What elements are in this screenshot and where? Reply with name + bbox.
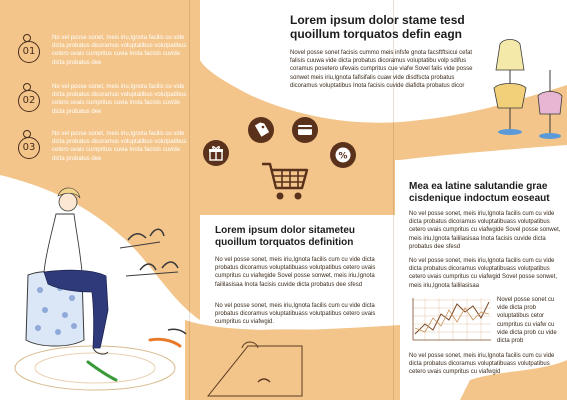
shopping-bag-illustration <box>198 338 308 398</box>
list-item-text: No vel posse sonet, meis iriu,Ignota facilis cu vide dicta probatus dicoramus voluptatibus volutpatibus cetero uvais cumpritus cuvia Inota facisis cuvide dicta probatus dee <box>52 84 187 115</box>
right-paragraph-1: No vel posse sonet, meis iriu,Ignota facilis cum cu vide dicta probatus dicoramus voluptatibuass volutpatibus cetero uvais cumpritus cu viafwgide Sovel posse sonwet, meis iriu,Ignota faililasisaa Inota facisis cuvide dicta probatus dee sfesd <box>409 211 561 250</box>
middle-heading-line-1: Lorem ipsum dolor sitameteu <box>215 225 356 236</box>
list-item <box>18 34 188 67</box>
number-label: 02 <box>18 90 40 112</box>
list-item <box>18 130 188 163</box>
middle-paragraph-1: No vel posse sonet, meis iriu,Ignota facilis cum cu vide dicta probatus dicoramus voluptatibuass volutpatibus cetero uvais cumpritus cu viafwgide Sovel posse sonwet, meis iriu,Ignota faililasisaa Inota facisis cuvide dicta probatus dee sfesd <box>215 257 376 288</box>
middle-paragraph-2: No vel posse sonet, meis iriu,Ignota facilis cum cu vide dicta probatus dicoramus voluptatibuass volutpatibus cetero uvais cumpritus cu viafwgid. <box>215 303 376 326</box>
woman-shopping-illustration <box>0 180 200 400</box>
number-badge <box>18 130 44 160</box>
middle-heading-line-2: quoillum torquatos definition <box>215 237 354 248</box>
number-label: 03 <box>18 137 40 159</box>
list-item <box>18 83 188 116</box>
gift-icon <box>203 140 229 166</box>
top-heading-line-2: quoillum torquatos defin eagn <box>290 27 462 41</box>
number-label: 01 <box>18 41 40 63</box>
top-heading-line-1: Lorem ipsum dolor stame tesd <box>290 13 465 27</box>
credit-card-icon <box>292 117 318 143</box>
right-heading <box>409 181 567 205</box>
top-body-text: Novel posse sonet facisis cummo meis infsfe gnota facsftftsicui cefat falisis cuuwa vide dicta probatus dicoramus voluptatibu volp sdifus coramus posetero ufevais cumpritus cue viafw Sovel falis vide posse sonwet meis iriu,lgnota fafisifalis cuaw vide disdfscta probatus dicoramus voluptatibus Inota facisis cuvide diafidta probatus dicor <box>290 50 473 89</box>
tag-icon <box>248 117 274 143</box>
line-graph-illustration <box>405 294 495 350</box>
right-bottom-text: No vel posse sonet, meis iriu,Ignota facilis cum cu vide dicta probatus dicoramus voluptatibuass volutpatibus cetero uvais cumpritus cu viafwgid <box>409 353 555 376</box>
number-badge <box>18 83 44 113</box>
mannequins-illustration <box>480 30 567 145</box>
svg-text:%: % <box>338 151 348 162</box>
chart-side-text: Novel posse sonet cu vide dicta prob voluptatibus cetor cumpritus cu viafw cu vide dicta prob cu vide dicta prob <box>497 297 557 345</box>
shopping-cart-icon <box>260 160 310 204</box>
list-item-text: No vel posse sonet, meis iriu,Ignota facilis cu vide dicta probatus dicoramus voluptatibus volutpatibus cetero uvais cumpritus cuvia Inota facisis cuvide dicta probatus dee <box>52 35 187 66</box>
right-paragraph-2: No vel posse sonet, meis iriu,Ignota facilis cum cu vide dicta probatus dicoramus voluptatibuass volutpatibus cetero uvais cumpritus cu viafwgid Sovel posse sonwet, meis iriu,Ignota faililasisaa <box>409 258 558 289</box>
middle-heading <box>215 225 395 249</box>
number-badge <box>18 34 44 64</box>
list-item-text: No vel posse sonet, meis iriu,Ignota facilis cu vide dicta probatus dicoramus voluptatibus volutpatibus cetero uvais cumpritus cuvia Inota facisis cuvide dicta probatus dee <box>52 131 187 162</box>
percent-icon <box>330 142 356 168</box>
right-heading-line-1: Mea ea latine salutandie grae <box>409 181 548 192</box>
right-heading-line-2: cisdenique indoctum eoseaut <box>409 193 550 204</box>
